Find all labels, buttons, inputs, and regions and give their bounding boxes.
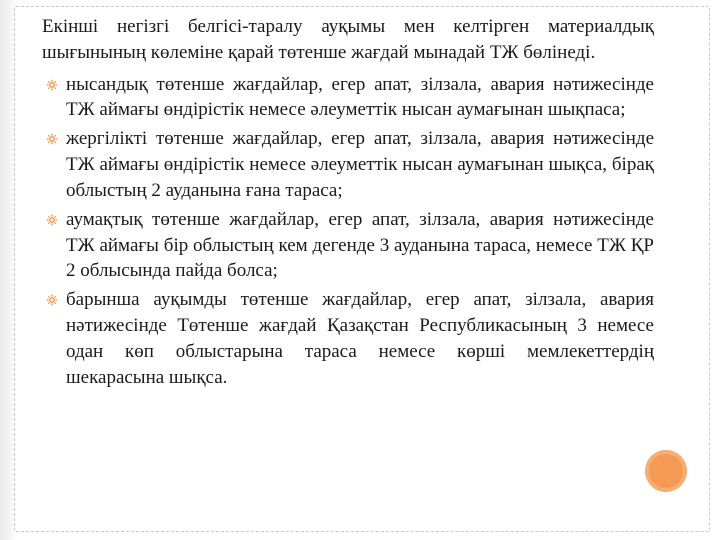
list-item-text: аумақтық төтенше жағдайлар, егер апат, зілзала, авария нәтижесінде ТЖ аймағы бір облыстың кем дегенде 3 ауданына тараса, немесе ТЖ ҚР 2 облысында пайда болса; (66, 208, 654, 282)
sun-flower-icon (46, 294, 58, 306)
list-item (42, 126, 654, 203)
list-item-text: барынша ауқымды төтенше жағдайлар, егер апат, зілзала, авария нәтижесінде Төтенше жағдай Қазақстан Республикасының 3 немесе одан көп облыстарына тараса немесе көрші мемлекеттердің шекарасына шықса. (66, 289, 654, 388)
slide-content (42, 14, 654, 394)
list-item-text: нысандық төтенше жағдайлар, егер апат, зілзала, авария нәтижесінде ТЖ аймағы өндірістік немесе әлеуметтік нысан аумағынан шықпаса; (66, 73, 654, 121)
list-item (42, 207, 654, 284)
sun-flower-icon (46, 133, 58, 145)
list-item (42, 287, 654, 390)
sun-flower-icon (46, 79, 58, 91)
sun-flower-icon (46, 214, 58, 226)
list-item-text: жергілікті төтенше жағдайлар, егер апат, зілзала, авария нәтижесінде ТЖ аймағы өндірістік немесе әлеуметтік нысан аумағынан шықса, бірақ облыстың 2 ауданына ғана тараса; (66, 128, 654, 201)
orange-circle-decoration (645, 450, 687, 492)
bullet-list (42, 72, 654, 391)
list-item (42, 72, 654, 124)
intro-paragraph: Екінші негізгі белгісі-таралу ауқымы мен келтірген материалдық шығынының көлеміне қарай төтенше жағдай мынадай ТЖ бөлінеді. (42, 16, 654, 63)
